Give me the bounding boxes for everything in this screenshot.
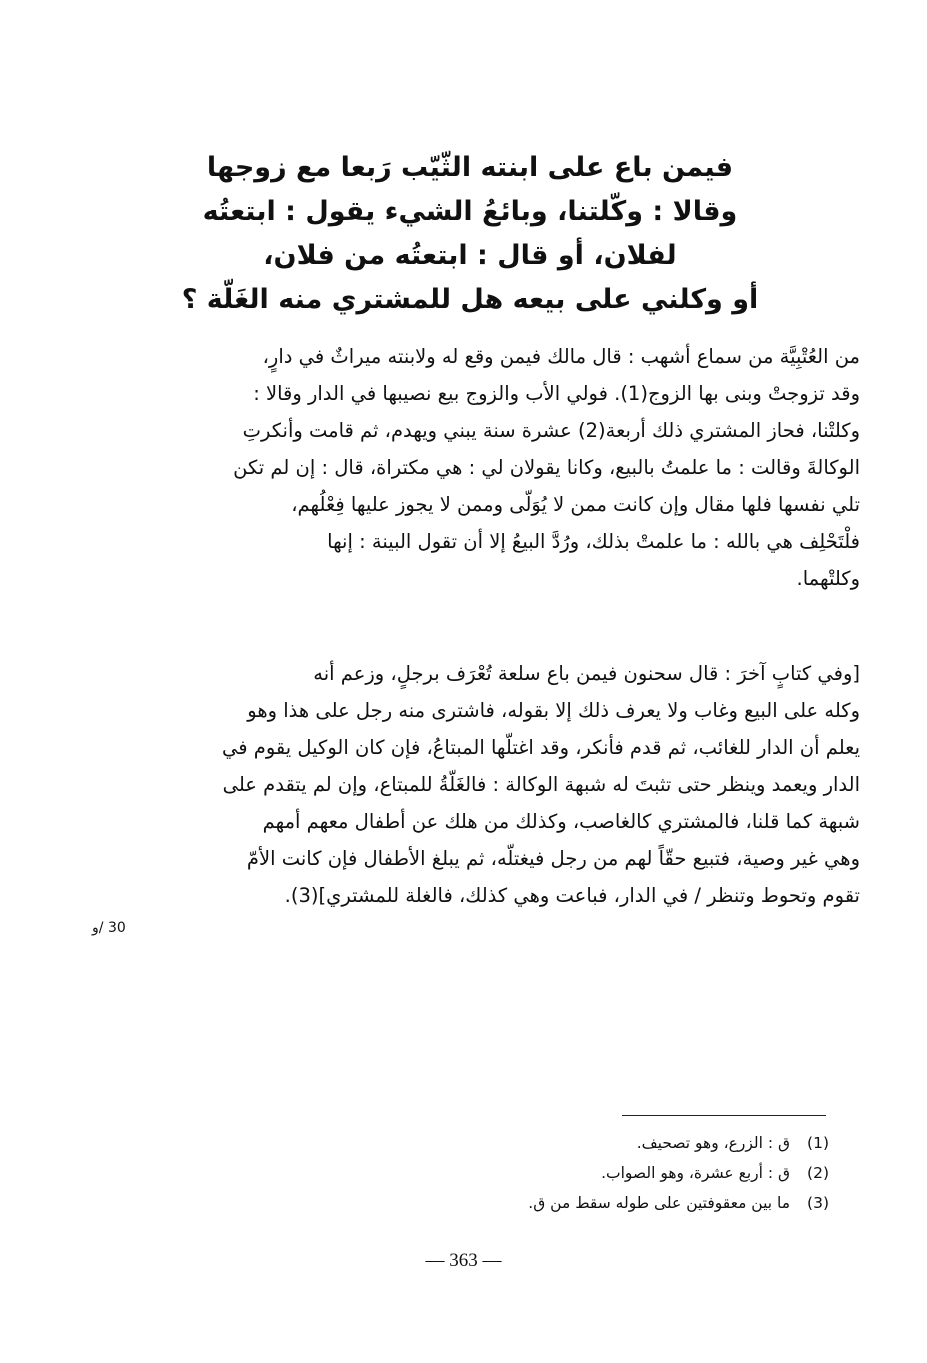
footnote-text: ما بين معقوفتين على طوله سقط من ق. — [528, 1194, 791, 1212]
text-line: شبهة كما قلنا، فالمشتري كالغاصب، وكذلك من هلك عن أطفال معهم أمهم — [262, 810, 860, 833]
footnote-text: ق : الزرع، وهو تصحيف. — [636, 1134, 791, 1152]
footnote-item — [329, 1188, 829, 1218]
footnote-item — [329, 1128, 829, 1158]
section-heading — [180, 146, 760, 322]
text-line: وكلتْهما. — [796, 567, 860, 590]
text-line: الوكالةَ وقالت : ما علمتُ بالبيع، وكانا يقولان لي : هي مكتراة، قال : إن لم تكن — [233, 456, 860, 479]
text-line: يعلم أن الدار للغائب، ثم قدم فأنكر، وقد اغتلّها المبتاعُ، فإن كان الوكيل يقوم في — [221, 736, 860, 759]
heading-line: أو وكلني على بيعه هل للمشتري منه الغَلّة ؟ — [181, 284, 759, 315]
footnote-item — [329, 1158, 829, 1188]
text-line: الدار ويعمد وينظر حتى تثبتَ له شبهة الوكالة : فالغَلّةُ للمبتاع، وإن لم يتقدم على — [222, 773, 860, 796]
heading-line: فيمن باع على ابنته الثّيّب رَبعا مع زوجها — [206, 152, 734, 183]
text-line: وكلتْنا، فحاز المشتري ذلك أربعة(2) عشرة سنة يبني ويهدم، ثم قامت وأنكرتِ — [242, 419, 860, 442]
text-line: وهي غير وصية، فتبيع حقّاً لهم من رجل فيغتلّه، ثم يبلغ الأطفال فإن كانت الأمّ — [246, 847, 860, 870]
heading-line: وقالا : وكّلتنا، وبائعُ الشيء يقول : ابتعتُه — [202, 196, 738, 227]
text-line: [وفي كتابٍ آخرَ : قال سحنون فيمن باع سلعة تُعْرَف برجلٍ، وزعم أنه — [313, 662, 860, 685]
text-line: وكله على البيع وغاب ولا يعرف ذلك إلا بقوله، فاشترى منه رجل على هذا وهو — [247, 699, 860, 722]
paragraph-utbiyya — [158, 338, 860, 597]
text-line: فلْتَحْلِف هي بالله : ما علمتْ بذلك، ورُدَّ البيعُ إلا أن تقول البينة : إنها — [327, 530, 860, 553]
text-line: من العُتْبِيَّة من سماع أشهب : قال مالك فيمن وقع له ولابنته ميراثٌ في دارٍ، — [262, 345, 860, 368]
footnote-text: ق : أربع عشرة، وهو الصواب. — [601, 1164, 791, 1182]
text-line: تلي نفسها فلها مقال وإن كانت ممن لا يُوَلّى وممن لا يجوز عليها فِعْلُهم، — [291, 493, 860, 516]
footnote-number: (2) — [807, 1164, 829, 1182]
footnote-divider — [622, 1115, 826, 1116]
paragraph-sahnun — [158, 655, 860, 914]
page-number: — 363 — — [425, 1250, 502, 1271]
footnotes — [329, 1128, 829, 1218]
heading-line: لفلان، أو قال : ابتعتُه من فلان، — [263, 240, 677, 271]
text-line: تقوم وتحوط وتنظر / في الدار، فباعت وهي كذلك، فالغلة للمشتري](3). — [284, 884, 860, 907]
footnote-number: (3) — [807, 1194, 829, 1212]
text-line: وقد تزوجتْ وبنى بها الزوج(1). فولي الأب والزوج بيع نصيبها في الدار وقالا : — [253, 382, 860, 405]
footnote-number: (1) — [807, 1134, 829, 1152]
manuscript-folio-note: 30 /و — [92, 920, 126, 936]
